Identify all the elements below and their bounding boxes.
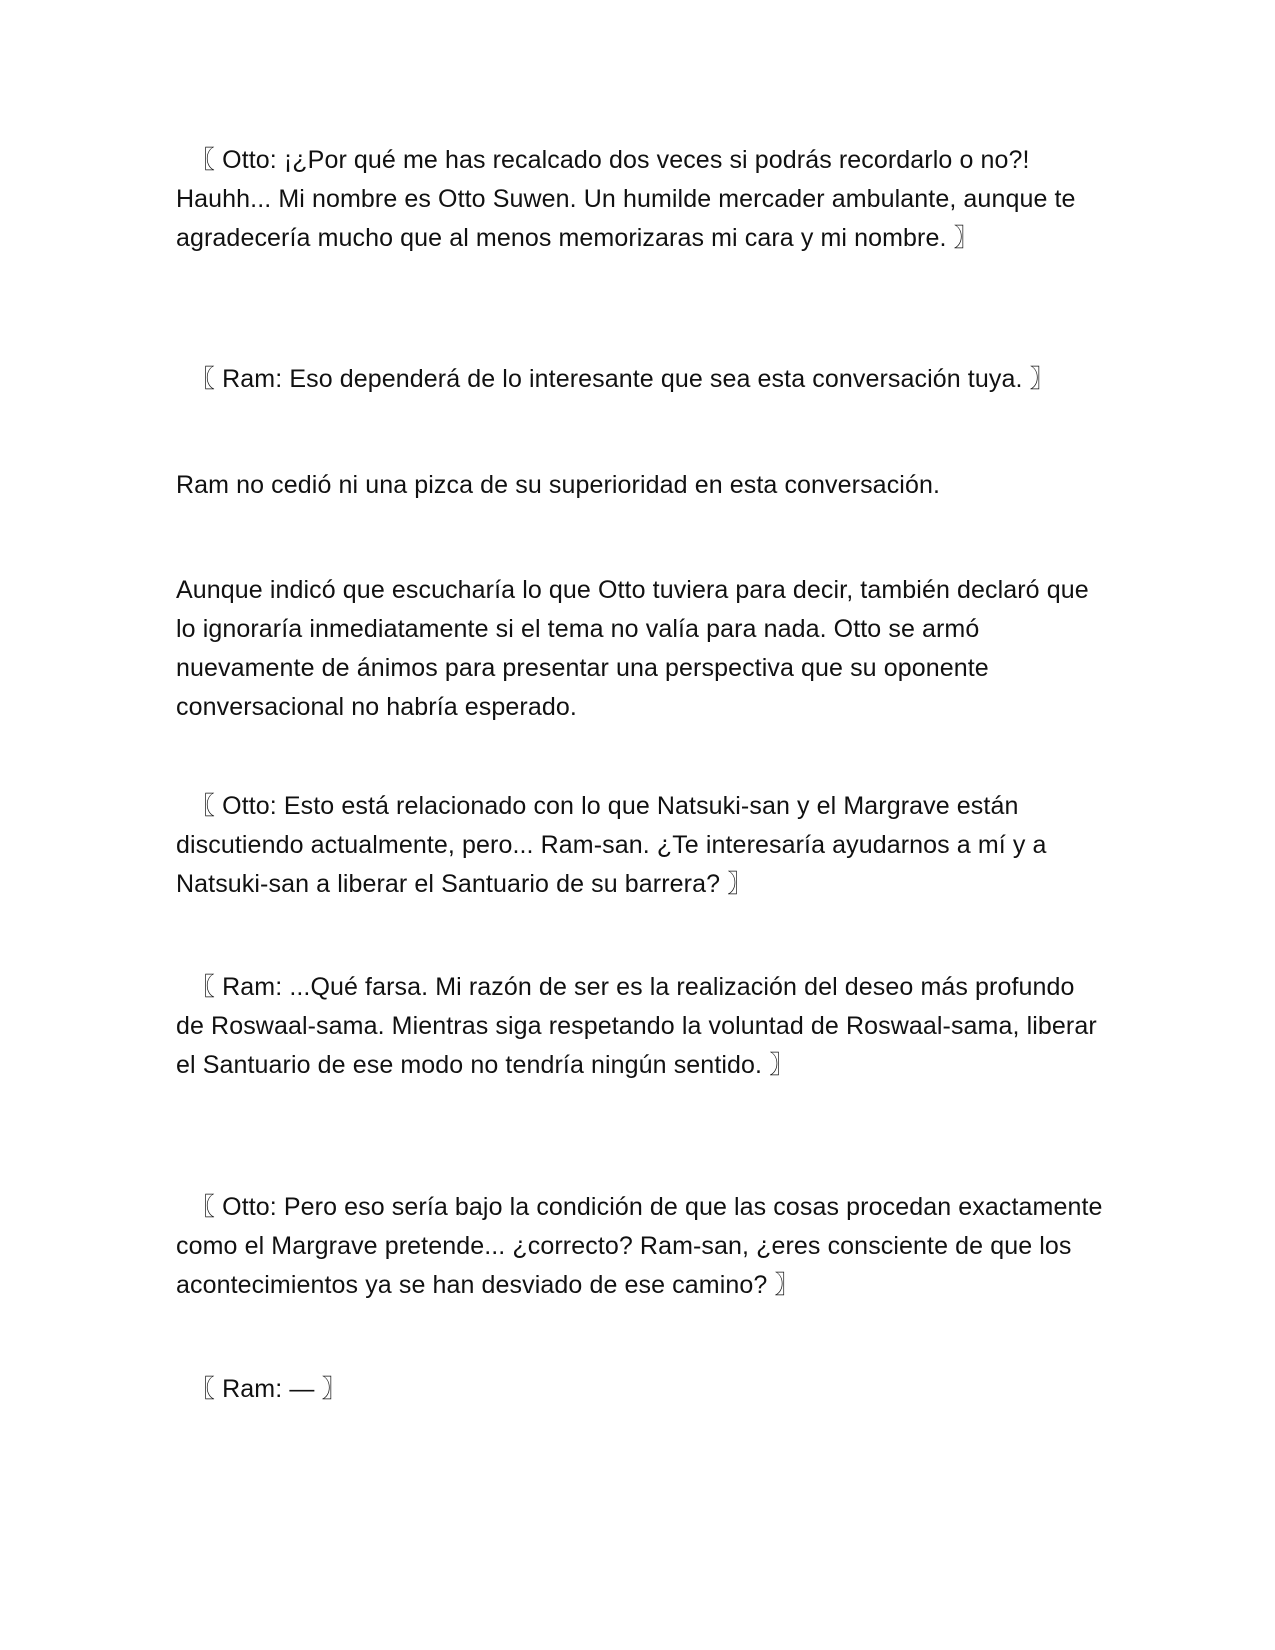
paragraph-otto-sanctuary: 〖 Otto: Esto está relacionado con lo que Natsuki-san y el Margrave están discutiendo actualmente, pero... Ram-san. ¿Te interesaría ayudarnos a mí y a Natsuki-san a liberar el Santuario de su barrera? 〗 (176, 792, 1047, 898)
paragraph-ram-farce: 〖 Ram: ...Qué farsa. Mi razón de ser es la realización del deseo más profundo de Roswaal-sama. Mientras siga respetando la voluntad de Roswaal-sama, liberar el Santuario de ese modo no tendría ningún sentido. 〗 (176, 973, 1097, 1079)
paragraph-ram-depends: 〖 Ram: Eso dependerá de lo interesante que sea esta conversación tuya. 〗 (190, 365, 1055, 393)
paragraph-otto-condition: 〖 Otto: Pero eso sería bajo la condición de que las cosas procedan exactamente como el Margrave pretende... ¿correcto? Ram-san, ¿eres consciente de que los acontecimientos ya se han desviado de ese camino? 〗 (176, 1193, 1103, 1299)
paragraph-ram-silence: 〖 Ram: — 〗 (190, 1375, 347, 1403)
paragraph-otto-name: 〖 Otto: ¡¿Por qué me has recalcado dos veces si podrás recordarlo o no?! Hauhh... Mi nombre es Otto Suwen. Un humilde mercader ambulante, aunque te agradecería mucho que al menos memorizaras mi cara y mi nombre. 〗 (176, 146, 1076, 252)
paragraph-otto-perspective: Aunque indicó que escucharía lo que Otto tuviera para decir, también declaró que lo ignoraría inmediatamente si el tema no valía para nada. Otto se armó nuevamente de ánimos para presentar una perspectiva que su oponente conversacional no habría esperado. (176, 576, 1089, 721)
paragraph-ram-superiority: Ram no cedió ni una pizca de su superioridad en esta conversación. (176, 471, 940, 499)
